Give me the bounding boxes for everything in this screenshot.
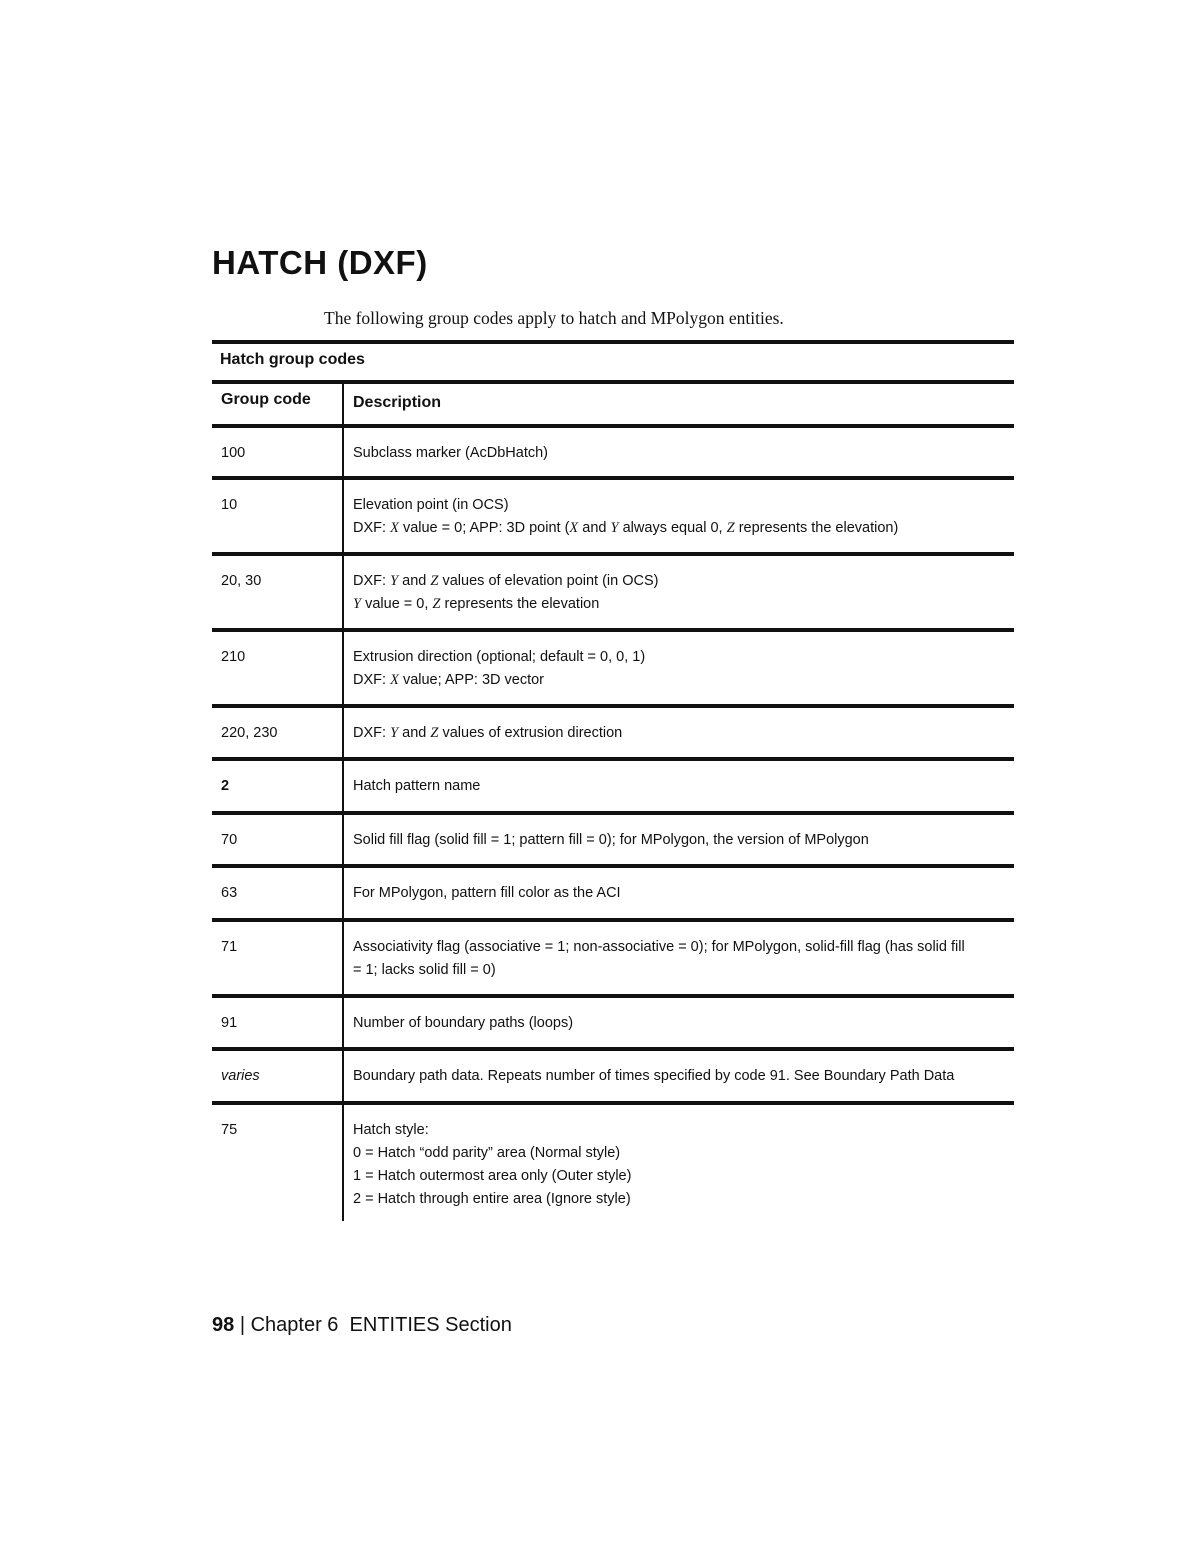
footer-separator: |: [239, 1314, 246, 1336]
table-row: [212, 476, 1014, 552]
description-cell: [342, 480, 1014, 552]
group-code-text: 20, 30: [221, 573, 262, 589]
group-code-cell: [212, 1105, 342, 1221]
group-code-cell: [212, 632, 342, 704]
description-line: = 1; lacks solid fill = 0): [353, 962, 496, 978]
intro-text: The following group codes apply to hatch and MPolygon entities.: [324, 308, 784, 328]
description-line: Y value = 0, Z represents the elevation: [353, 596, 600, 612]
group-code-text: 70: [221, 832, 238, 848]
description-cell: [342, 1051, 1014, 1101]
description-cell: [342, 815, 1014, 864]
description-cell: [342, 556, 1014, 628]
description-line: DXF: X value; APP: 3D vector: [353, 672, 544, 688]
section-label: ENTITIES Section: [349, 1314, 512, 1336]
group-code-cell: [212, 1051, 342, 1101]
group-code-text: 63: [221, 885, 238, 901]
description-line: 0 = Hatch “odd parity” area (Normal style): [353, 1145, 621, 1161]
table-row: [212, 757, 1014, 811]
description-line: 2 = Hatch through entire area (Ignore style): [353, 1191, 631, 1207]
description-line: Number of boundary paths (loops): [353, 1015, 574, 1031]
group-code-text: 10: [221, 497, 238, 513]
group-code-cell: [212, 708, 342, 757]
description-cell: [342, 868, 1014, 918]
description-line: DXF: Y and Z values of elevation point (in OCS): [353, 573, 659, 589]
group-code-text: varies: [221, 1068, 260, 1084]
table-row: [212, 811, 1014, 864]
group-code-text: 71: [221, 939, 238, 955]
description-line: Solid fill flag (solid fill = 1; pattern fill = 0); for MPolygon, the version of MPolygon: [353, 832, 869, 848]
group-code-text: 91: [221, 1015, 238, 1031]
group-code-cell: [212, 480, 342, 552]
group-code-cell: [212, 761, 342, 811]
group-code-cell: [212, 868, 342, 918]
table-row: [212, 704, 1014, 757]
group-code-text: 75: [221, 1122, 238, 1138]
table-caption: Hatch group codes: [212, 340, 1014, 380]
description-line: Associativity flag (associative = 1; non-associative = 0); for MPolygon, solid-fill flag (has solid fill: [353, 939, 965, 955]
table-row: [212, 1101, 1014, 1221]
group-code-cell: [212, 815, 342, 864]
description-cell: [342, 428, 1014, 476]
description-cell: [342, 998, 1014, 1047]
group-codes-table: [212, 340, 1014, 1221]
description-cell: [342, 761, 1014, 811]
group-code-cell: [212, 998, 342, 1047]
group-code-text: 2: [221, 778, 230, 794]
description-cell: [342, 632, 1014, 704]
description-line: Hatch style:: [353, 1122, 429, 1138]
page-title: HATCH (DXF): [212, 244, 428, 281]
table-row: [212, 552, 1014, 628]
description-cell: [342, 922, 1014, 994]
table-row: [212, 918, 1014, 994]
description-line: DXF: Y and Z values of extrusion direction: [353, 725, 623, 741]
group-code-text: 220, 230: [221, 725, 278, 741]
description-line: For MPolygon, pattern fill color as the ACI: [353, 885, 621, 901]
table-row: [212, 1047, 1014, 1101]
description-cell: [342, 708, 1014, 757]
description-cell: [342, 1105, 1014, 1221]
header-description: Description: [342, 384, 1014, 424]
description-line: Extrusion direction (optional; default = 0, 0, 1): [353, 649, 646, 665]
table-body: [212, 424, 1014, 1221]
table-header-row: [212, 380, 1014, 424]
description-line: Elevation point (in OCS): [353, 497, 509, 513]
group-code-text: 100: [221, 445, 246, 461]
description-line: 1 = Hatch outermost area only (Outer style): [353, 1168, 632, 1184]
table-row: [212, 628, 1014, 704]
header-group-code: Group code: [221, 391, 311, 408]
description-line: Subclass marker (AcDbHatch): [353, 445, 548, 461]
page-number: 98: [212, 1314, 235, 1336]
table-row: [212, 864, 1014, 918]
group-code-cell: [212, 428, 342, 476]
group-code-cell: [212, 556, 342, 628]
group-code-cell: [212, 922, 342, 994]
group-code-text: 210: [221, 649, 246, 665]
description-line: DXF: X value = 0; APP: 3D point (X and Y always equal 0, Z represents the elevation): [353, 520, 899, 536]
table-row: [212, 994, 1014, 1047]
page-footer: [212, 1314, 512, 1337]
chapter-label: Chapter 6: [250, 1314, 339, 1336]
description-line: Hatch pattern name: [353, 778, 481, 794]
table-row: [212, 424, 1014, 476]
description-line: Boundary path data. Repeats number of times specified by code 91. See Boundary Path Data: [353, 1068, 955, 1084]
